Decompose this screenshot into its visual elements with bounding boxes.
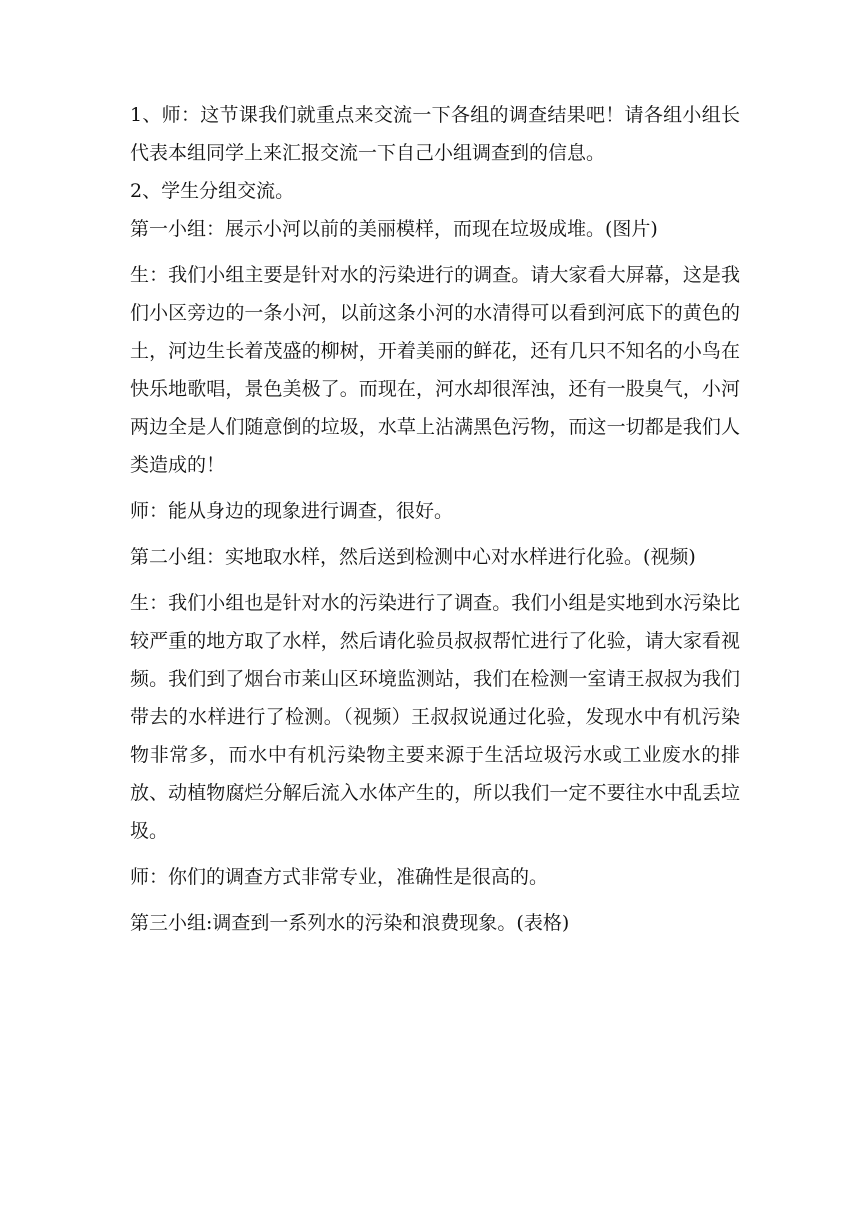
paragraph-group-three-title: 第三小组:调查到一系列水的污染和浪费现象。(表格) xyxy=(130,912,570,934)
document-body xyxy=(130,96,740,942)
paragraph-teacher-intro: 1、师：这节课我们就重点来交流一下各组的调查结果吧！请各组小组长代表本组同学上来汇报交流一下自己小组调查到的信息。 xyxy=(130,104,740,164)
paragraph-group-exchange: 2、学生分组交流。 xyxy=(130,180,295,202)
paragraph-group-two-report: 生：我们小组也是针对水的污染进行了调查。我们小组是实地到水污染比较严重的地方取了水样，然后请化验员叔叔帮忙进行了化验，请大家看视频。我们到了烟台市莱山区环境监测站，我们在检测一室请王叔叔为我们带去的水样进行了检测。（视频）王叔叔说通过化验，发现水中有机污染物非常多，而水中有机污染物主要来源于生活垃圾污水或工业废水的排放、动植物腐烂分解后流入水体产生的，所以我们一定不要往水中乱丢垃圾。 xyxy=(130,592,740,842)
paragraph-teacher-comment-one: 师：能从身边的现象进行调查，很好。 xyxy=(130,500,454,522)
paragraph-group-one-title: 第一小组：展示小河以前的美丽模样，而现在垃圾成堆。(图片) xyxy=(130,218,658,240)
paragraph-teacher-comment-two: 师：你们的调查方式非常专业，准确性是很高的。 xyxy=(130,866,549,888)
paragraph-group-one-report: 生：我们小组主要是针对水的污染进行的调查。请大家看大屏幕，这是我们小区旁边的一条小河，以前这条小河的水清得可以看到河底下的黄色的土，河边生长着茂盛的柳树，开着美丽的鲜花，还有几只不知名的小鸟在快乐地歌唱，景色美极了。而现在，河水却很浑浊，还有一股臭气，小河两边全是人们随意倒的垃圾，水草上沾满黑色污物，而这一切都是我们人类造成的！ xyxy=(130,264,740,476)
paragraph-group-two-title: 第二小组：实地取水样，然后送到检测中心对水样进行化验。(视频) xyxy=(130,546,696,568)
